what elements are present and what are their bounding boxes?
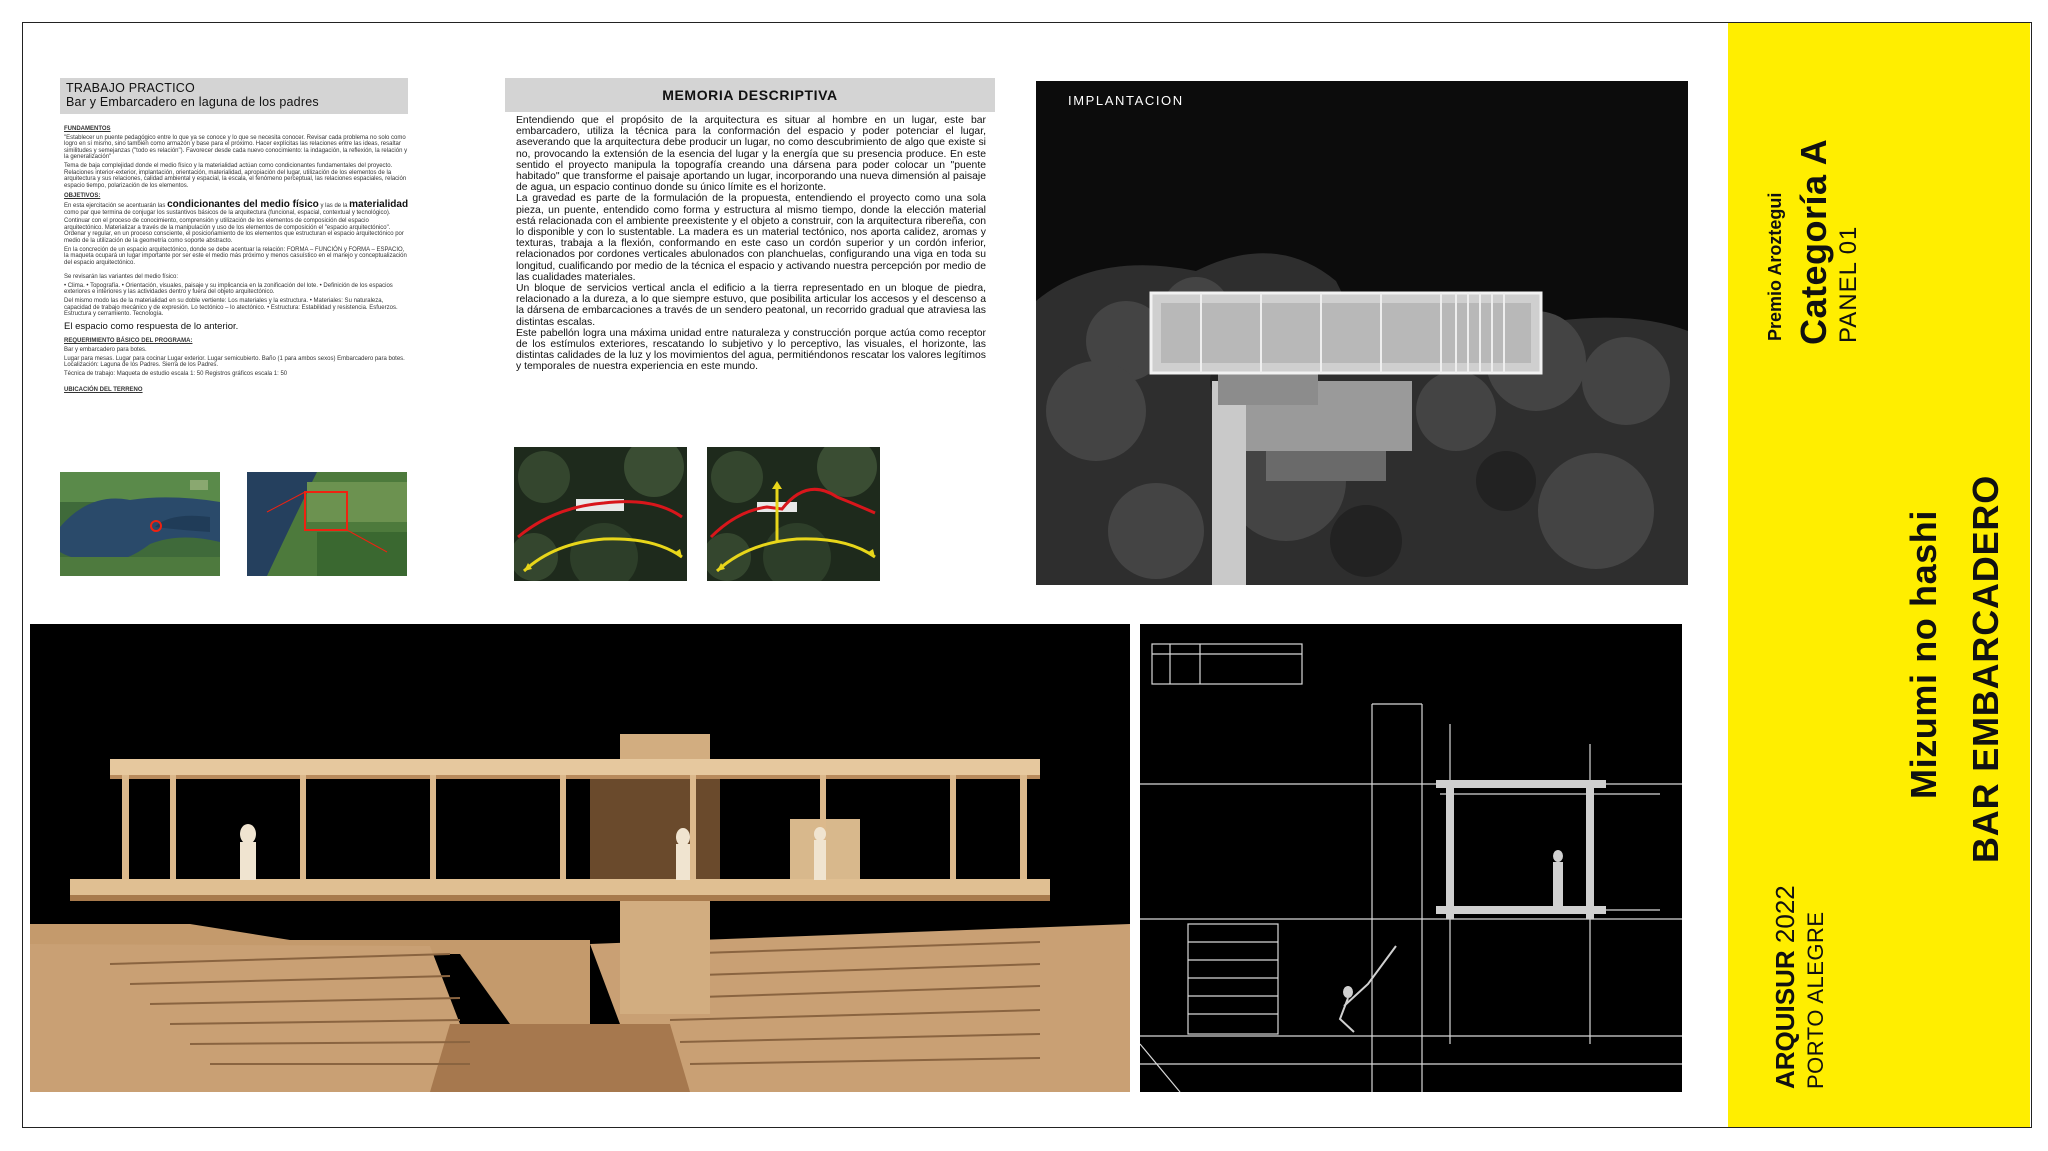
- objetivos-text-2: Continuar con el proceso de conocimiento, comprensión y utilización de los elementos de composición del espacio arquitectónico. Materializar a través de la manipulación y uso de los elementos de composición el "espacio arquitectónico". Ordenar y regular, en un proceso consciente, el posicionamiento de los elementos que estructuran el espacio arquitectónico por medio de la utilización de la geometría como soporte abstracto.: [64, 218, 404, 244]
- memoria-heading: MEMORIA DESCRIPTIVA: [505, 78, 995, 112]
- premio-label: Premio Aroztegui: [1765, 192, 1785, 341]
- arquisur-label: [1770, 885, 1801, 1089]
- fundamentos-text-2: Tema de baja complejidad donde el medio físico y la materialidad actúan como condicionantes fundamentales del proyecto. Relaciones interior-exterior, implantación, orientación, materialidad, apropiación del lugar, utilización de los elementos de la arquitectura y sus relaciones, calidad ambiental y espacial, la escala, el fenómeno perceptual, las relaciones espaciales, relación espacio tiempo, polarización de los elementos.: [64, 162, 407, 189]
- tecnica-text: Técnica de trabajo: Maqueta de estudio escala 1: 50 Registros gráficos escala 1: 50: [64, 370, 288, 377]
- site-map-lake-image: [60, 472, 220, 576]
- objetivos-text-1: [64, 198, 409, 216]
- memoria-paragraph-1: Entendiendo que el propósito de la arquitectura es situar al hombre en un lugar, este bar embarcadero, utiliza la técnica para la conformación del espacio y poder potenciar el lugar, aseverando que la arquitectura debe producir un lugar, no como descubrimiento de algo que existe si no, provocando la extensión de la esencia del lugar y la energía que su presencia produce. En este sentido el proyecto manipula la topografía creando una dársena para poder colocar un "puente habitado" que transforme el paisaje aportando un lugar, incorporando una nueva dimensión al paisaje de agua, un espacio continuo donde su único límite es el horizonte.: [516, 115, 986, 194]
- memoria-paragraph-2: La gravedad es parte de la formulación de la propuesta, entendiendo el proyecto como una sola pieza, un puente, entendido como forma y estructura al mismo tiempo, donde la elección material está relacionada con el ambiente preexistente y el objeto a construir, con la arquitectura ribereña, con lo disponible y con lo sustentable. La madera es un material tectónico, nos aporta calidez, aromas y texturas, trabaja a la flexión, conformando en este caso un cordón superior y un cordón inferior, relacionados por cordones verticales abulonados con planchuelas, configurando una viga en toda su longitud, cualificando por medio de la técnica el espacio y activando nuestra percepción por medio de las cualidades materiales.: [516, 193, 986, 283]
- topography-diagram-1: [514, 447, 687, 581]
- arquisur-year: 2022: [1770, 885, 1800, 944]
- objetivos-emphasis-1: condicionantes del medio físico: [167, 198, 319, 210]
- requerimiento-list: Lugar para mesas. Lugar para cocinar Lugar exterior. Lugar semicubierto. Baño (1 para ambos sexos) Embarcadero para botes. Localización: Laguna de los Padres. Sierra de los Padres.: [64, 355, 405, 369]
- fundamentos-text-1: "Establecer un puente pedagógico entre lo que ya se conoce y lo que se necesita conocer. Revisar cada problema no solo como logro en sí mismo, sino también como armazón y base para el próximo. Hacer explícitas las relaciones entre las ideas, resaltar similitudes y semejanzas ("todo es relación"). Favorecer desde cada nuevo conocimiento: la indagación, la reflexión, la relación y la generalización": [64, 134, 408, 161]
- panel-label: PANEL 01: [1835, 225, 1862, 343]
- trabajo-practico-header: [60, 78, 408, 114]
- ubicacion-heading: UBICACIÓN DEL TERRENO: [64, 387, 143, 394]
- memoria-paragraph-3: Un bloque de servicios vertical ancla el edificio a la tierra representado en un bloque de piedra, relacionado a la dureza, a lo que siempre estuvo, que posibilita articular los accesos y el descenso a la dársena de embarcaciones a través de un sendero peatonal, un recorrido gradual que atraviesa las distintas escalas.: [516, 283, 986, 328]
- site-map-detail-image: [247, 472, 407, 576]
- requerimiento-intro: Bar y embarcadero para botes.: [64, 347, 147, 354]
- topography-diagram-2: [707, 447, 880, 581]
- trabajo-practico-body: [64, 122, 409, 394]
- variables-intro: Se revisarán las variantes del medio físico:: [64, 274, 179, 281]
- model-photo: [30, 624, 1130, 1092]
- objetivos-heading: OBJETIVOS:: [64, 193, 101, 200]
- variables-list: • Clima. • Topografía. • Orientación, visuales, paisaje y su implicancia en la zonificación del lote. • Definición de los espacios exteriores e interiores y las actividades dentro y fuera del objeto arquitectónico.: [64, 282, 393, 296]
- arquisur-name: ARQUISUR: [1770, 950, 1800, 1089]
- section-drawing: [1140, 624, 1682, 1092]
- objetivos-pre: En esta ejercitación se acentuarán las: [64, 202, 166, 209]
- city-label: PORTO ALEGRE: [1803, 911, 1828, 1089]
- objetivos-text-3: En la concreción de un espacio arquitectónico, donde se debe acentuar la relación: FORMA – FUNCIÓN y FORMA – ESPACIO, la maqueta ocupará un lugar importante por ser este el medio más próximo y menos casuístico en el manejo y conceptualización del espacio arquitectónico.: [64, 246, 407, 266]
- categoria-label: Categoría A: [1793, 138, 1834, 345]
- memoria-paragraph-4: Este pabellón logra una máxima unidad entre naturaleza y construcción porque actúa como receptor de los estímulos exteriores, rescatando lo subjetivo y lo perceptivo, las visuales, el horizonte, las distintas calidades de la luz y los movimientos del agua, permitiéndonos rescatar los valores legítimos y temporales de nuestra experiencia en este mundo.: [516, 327, 986, 373]
- objetivos-emphasis-2: materialidad: [349, 198, 409, 210]
- title-band: [1728, 23, 2030, 1127]
- requerimiento-heading: REQUERIMIENTO BÁSICO DEL PROGRAMA:: [64, 338, 193, 345]
- implantacion-label: IMPLANTACION: [1068, 93, 1184, 108]
- objetivos-post: como par que termina de conjugar los sustantivos básicos de la arquitectura (funcional, espacial, contextual y tecnológico).: [64, 209, 391, 216]
- materialidad-text: Del mismo modo las de la materialidad en su doble vertiente: Los materiales y la estructura. • Materiales: Su naturaleza, capacidad de trabajo mecánico y de expresión. Lo tectónico – lo atectónico. • Estructura: Estabilidad y resistencia. Esfuerzos. Estructura y cerramiento. Tecnología.: [64, 298, 398, 318]
- project-title: Mizumi no hashi: [1903, 509, 1944, 799]
- tp-title: TRABAJO PRACTICO: [66, 81, 195, 95]
- project-subtitle: BAR EMBARCADERO: [1965, 475, 2006, 863]
- fundamentos-heading: FUNDAMENTOS: [64, 126, 111, 132]
- conclusion-text: El espacio como respuesta de lo anterior.: [64, 320, 239, 332]
- implantacion-image: [1036, 81, 1688, 585]
- objetivos-mid: y las de la: [320, 202, 348, 209]
- tp-subtitle: Bar y Embarcadero en laguna de los padres: [66, 95, 319, 109]
- memoria-body: [516, 115, 986, 373]
